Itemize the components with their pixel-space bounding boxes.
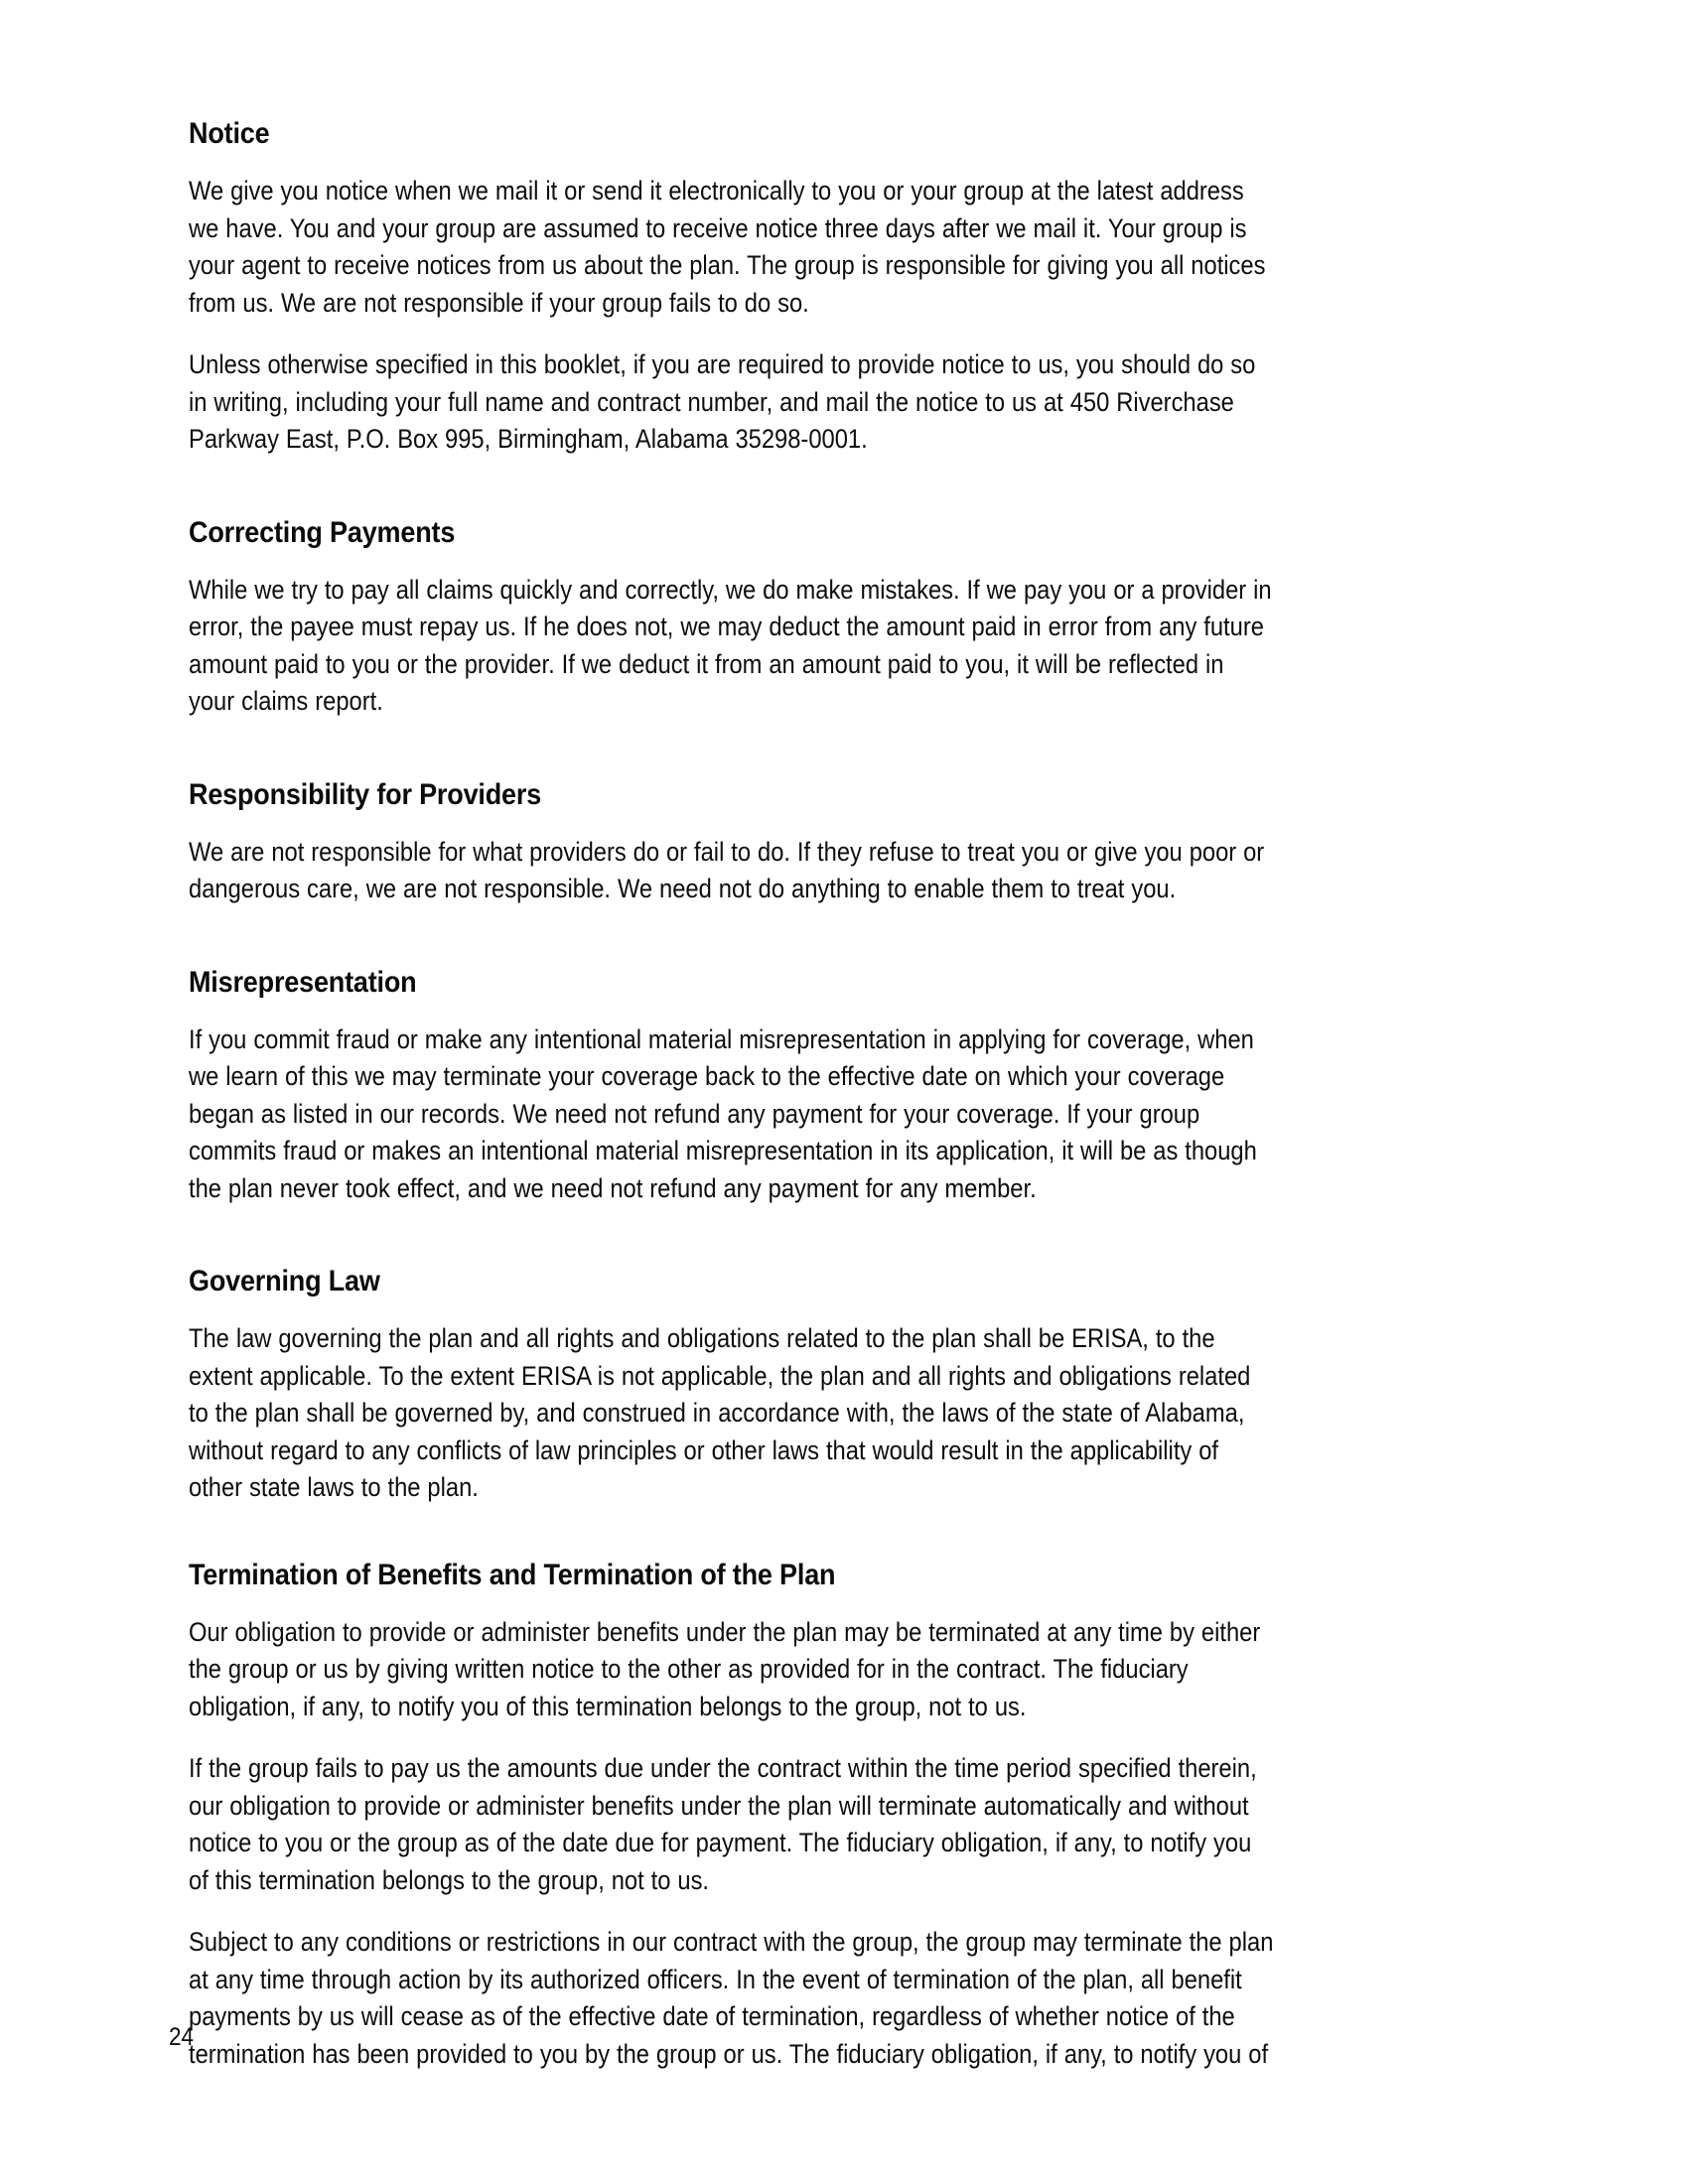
spacer — [189, 1207, 1276, 1265]
section-heading-governing-law: Governing Law — [189, 1265, 380, 1297]
page-number: 24 — [169, 2023, 195, 2051]
spacer — [189, 908, 1276, 966]
spacer — [189, 1000, 1276, 1022]
paragraph-notice-1: We give you notice when we mail it or send it electronically to you or your group at the latest address we have. You and your group are assumed to receive notice three days after we mail it. Your group is your agent to receive notices from us about the plan. The group is responsible for giving you all notices from us. We are not responsible if your group fails to do so. — [189, 176, 1266, 318]
spacer — [189, 1725, 1276, 1750]
section-heading-responsibility-for-providers: Responsibility for Providers — [189, 777, 542, 811]
paragraph-termination-1: Our obligation to provide or administer benefits under the plan may be terminated at any time by either the group or us by giving written notice to the other as provided for in the contract. The fiduciary obligation, if any, to notify you of this termination belongs to the group, not to us. — [189, 1616, 1261, 1721]
paragraph-notice-2: Unless otherwise specified in this booklet, if you are required to provide notice to us, you should do so in writing, including your full name and contract number, and mail the notice to us at 450 Riverchase Parkway East, P.O. Box 995, Birmingham, Alabama 35298-0001. — [189, 349, 1256, 454]
section-heading-notice: Notice — [189, 117, 270, 150]
paragraph-termination-2: If the group fails to pay us the amounts due under the contract within the time period specified therein, our obligation to provide or administer benefits under the plan will terminate automatically and without notice to you or the group as of the date due for payment. The fiduciary obligation, if any, to notify you of this termination belongs to the group, not to us. — [189, 1753, 1257, 1895]
spacer — [189, 1899, 1276, 1924]
spacer — [189, 1298, 1276, 1320]
spacer — [189, 550, 1276, 572]
page-content — [189, 117, 1276, 2073]
paragraph-responsibility-for-providers-1: We are not responsible for what providers do or fail to do. If they refuse to treat you or give you poor or dangerous care, we are not responsible. We need not do anything to enable them to treat you. — [189, 836, 1265, 903]
section-heading-misrepresentation: Misrepresentation — [189, 965, 417, 999]
spacer — [189, 1592, 1276, 1614]
spacer — [189, 721, 1276, 778]
section-heading-termination-of-benefits: Termination of Benefits and Termination of the Plan — [189, 1558, 836, 1591]
spacer — [189, 1507, 1276, 1559]
paragraph-governing-law-1: The law governing the plan and all rights and obligations related to the plan shall be ERISA, to the extent applicable. To the extent ERISA is not applicable, the plan and all rights and obligations related to the plan shall be governed by, and construed in accordance with, the laws of the state of Alabama, without regard to any conflicts of law principles or other laws that would result in the applicability of other state laws to the plan. — [189, 1323, 1251, 1502]
spacer — [189, 812, 1276, 834]
spacer — [189, 322, 1276, 346]
paragraph-termination-3: Subject to any conditions or restrictions in our contract with the group, the group may terminate the plan at any time through action by its authorized officers. In the event of termination of the plan, all benefit payments by us will cease as of the effective date of termination, regardless of whether notice of the termination has been provided to you by the group or us. The fiduciary obligation, if any, to notify you of — [189, 1927, 1274, 2069]
paragraph-misrepresentation-1: If you commit fraud or make any intentional material misrepresentation in applying for coverage, when we learn of this we may terminate your coverage back to the effective date on which your coverage began as listed in our records. We need not refund any payment for your coverage. If your group commits fraud or makes an intentional material misrepresentation in its application, it will be as though the plan never took effect, and we need not refund any payment for any member. — [189, 1024, 1257, 1203]
paragraph-correcting-payments-1: While we try to pay all claims quickly and correctly, we do make mistakes. If we pay you or a provider in error, the payee must repay us. If he does not, we may deduct the amount paid in error from any future amount paid to you or the provider. If we deduct it from an amount paid to you, it will be reflected in your claims report. — [189, 574, 1272, 716]
spacer — [189, 459, 1276, 516]
spacer — [189, 151, 1276, 173]
section-heading-correcting-payments: Correcting Payments — [189, 515, 456, 549]
